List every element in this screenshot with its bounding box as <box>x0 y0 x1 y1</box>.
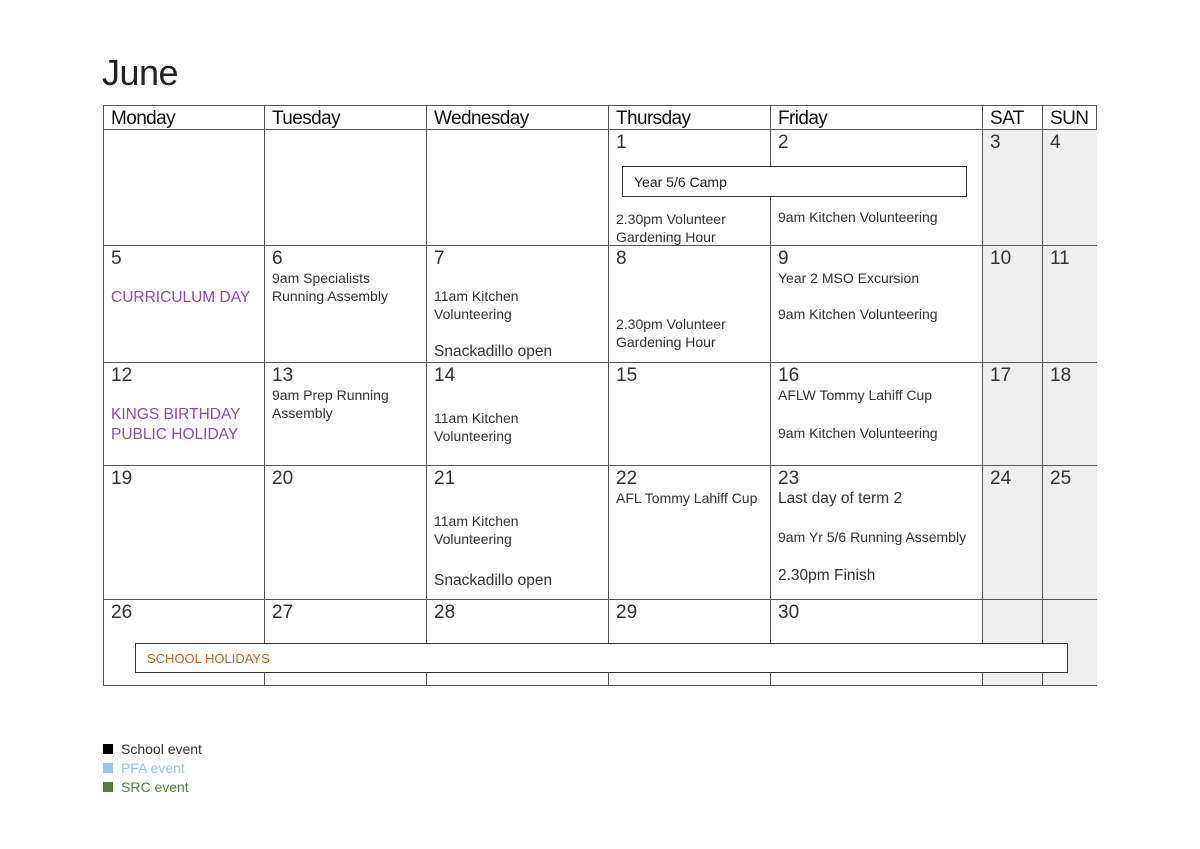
day-cell-5 <box>104 246 265 363</box>
day-number: 30 <box>778 602 800 623</box>
event-text: 9am Yr 5/6 Running Assembly <box>778 529 967 545</box>
day-cell-6 <box>265 246 427 363</box>
day-cell-10 <box>983 246 1043 363</box>
day-number: 21 <box>434 468 456 489</box>
day-number: 22 <box>616 468 638 489</box>
day-number: 14 <box>434 365 456 386</box>
day-cell-25 <box>1043 466 1097 600</box>
day-cell-4 <box>1043 130 1097 246</box>
school-holidays-label: SCHOOL HOLIDAYS <box>147 650 270 666</box>
day-number: 18 <box>1050 365 1072 386</box>
header-monday: Monday <box>104 106 265 130</box>
school-holidays-banner <box>135 643 1068 673</box>
event-text: Assembly <box>272 405 333 421</box>
event-text: Running Assembly <box>272 288 388 304</box>
legend-swatch <box>103 763 113 773</box>
event-text: 2.30pm Volunteer <box>616 211 726 227</box>
day-cell-14 <box>427 363 609 466</box>
event-text: 9am Specialists <box>272 270 371 286</box>
day-number: 23 <box>778 468 800 489</box>
legend-school-event <box>103 741 202 757</box>
camp-banner <box>622 166 967 197</box>
month-title: June <box>102 52 179 93</box>
day-number: 3 <box>990 132 1001 153</box>
event-text: 11am Kitchen <box>434 513 519 529</box>
event-text: 9am Prep Running <box>272 387 389 403</box>
camp-banner-label: Year 5/6 Camp <box>634 173 727 190</box>
day-number: 15 <box>616 365 638 386</box>
day-number: 27 <box>272 602 294 623</box>
day-number: 2 <box>778 132 789 153</box>
event-text: Snackadillo open <box>434 572 553 589</box>
day-cell-12 <box>104 363 265 466</box>
legend-pfa-event <box>103 760 185 776</box>
event-text: Volunteering <box>434 531 512 547</box>
day-cell-18 <box>1043 363 1097 466</box>
day-number: 19 <box>111 468 133 489</box>
header-tuesday: Tuesday <box>265 106 427 130</box>
day-cell-24 <box>983 466 1043 600</box>
event-text: PUBLIC HOLIDAY <box>111 426 239 443</box>
event-text: AFL Tommy Lahiff Cup <box>616 490 758 506</box>
day-cell-17 <box>983 363 1043 466</box>
header-wednesday: Wednesday <box>427 106 609 130</box>
event-text: AFLW Tommy Lahiff Cup <box>778 387 933 403</box>
day-number: 6 <box>272 248 283 269</box>
day-cell-11 <box>1043 246 1097 363</box>
event-text: Last day of term 2 <box>778 490 903 507</box>
day-number: 4 <box>1050 132 1061 153</box>
day-cell-20 <box>265 466 427 600</box>
event-text: 2.30pm Volunteer <box>616 316 726 332</box>
day-cell-3 <box>983 130 1043 246</box>
day-cell-9 <box>771 246 983 363</box>
header-friday: Friday <box>771 106 983 130</box>
event-text: 2.30pm Finish <box>778 567 876 584</box>
day-number: 26 <box>111 602 133 623</box>
day-number: 7 <box>434 248 445 269</box>
header-saturday: SAT <box>983 106 1043 130</box>
legend-swatch <box>103 744 113 754</box>
event-text: 9am Kitchen Volunteering <box>778 306 938 322</box>
day-number: 9 <box>778 248 789 269</box>
day-cell-15 <box>609 363 771 466</box>
day-cell-empty <box>265 130 427 246</box>
event-text: Volunteering <box>434 428 512 444</box>
day-cell-7 <box>427 246 609 363</box>
day-number: 29 <box>616 602 638 623</box>
header-sunday: SUN <box>1043 106 1097 130</box>
day-cell-21 <box>427 466 609 600</box>
day-cell-8 <box>609 246 771 363</box>
day-number: 16 <box>778 365 800 386</box>
day-cell-empty <box>427 130 609 246</box>
event-text: 11am Kitchen <box>434 410 519 426</box>
event-text: Gardening Hour <box>616 229 716 245</box>
day-number: 11 <box>1050 248 1070 269</box>
legend-swatch <box>103 782 113 792</box>
day-cell-19 <box>104 466 265 600</box>
event-text: Snackadillo open <box>434 343 553 360</box>
day-number: 20 <box>272 468 294 489</box>
calendar-grid <box>103 105 1097 686</box>
event-text: CURRICULUM DAY <box>111 289 251 306</box>
legend-label: SRC event <box>121 779 189 795</box>
day-number: 24 <box>990 468 1012 489</box>
day-number: 17 <box>990 365 1012 386</box>
event-text: Gardening Hour <box>616 334 716 350</box>
day-cell-empty <box>104 130 265 246</box>
legend-label: PFA event <box>121 760 185 776</box>
day-number: 1 <box>616 132 627 153</box>
day-number: 8 <box>616 248 627 269</box>
event-text: 9am Kitchen Volunteering <box>778 209 938 225</box>
event-text: 9am Kitchen Volunteering <box>778 425 938 441</box>
day-number: 10 <box>990 248 1012 269</box>
legend-src-event <box>103 779 189 795</box>
day-number: 5 <box>111 248 122 269</box>
day-number: 13 <box>272 365 294 386</box>
day-cell-23 <box>771 466 983 600</box>
event-text: Volunteering <box>434 306 512 322</box>
day-number: 25 <box>1050 468 1072 489</box>
day-number: 12 <box>111 365 133 386</box>
day-cell-22 <box>609 466 771 600</box>
day-cell-16 <box>771 363 983 466</box>
day-cell-13 <box>265 363 427 466</box>
event-text: KINGS BIRTHDAY <box>111 406 241 423</box>
header-thursday: Thursday <box>609 106 771 130</box>
event-text: 11am Kitchen <box>434 288 519 304</box>
legend-label: School event <box>121 741 202 757</box>
day-number: 28 <box>434 602 456 623</box>
event-text: Year 2 MSO Excursion <box>778 270 920 286</box>
